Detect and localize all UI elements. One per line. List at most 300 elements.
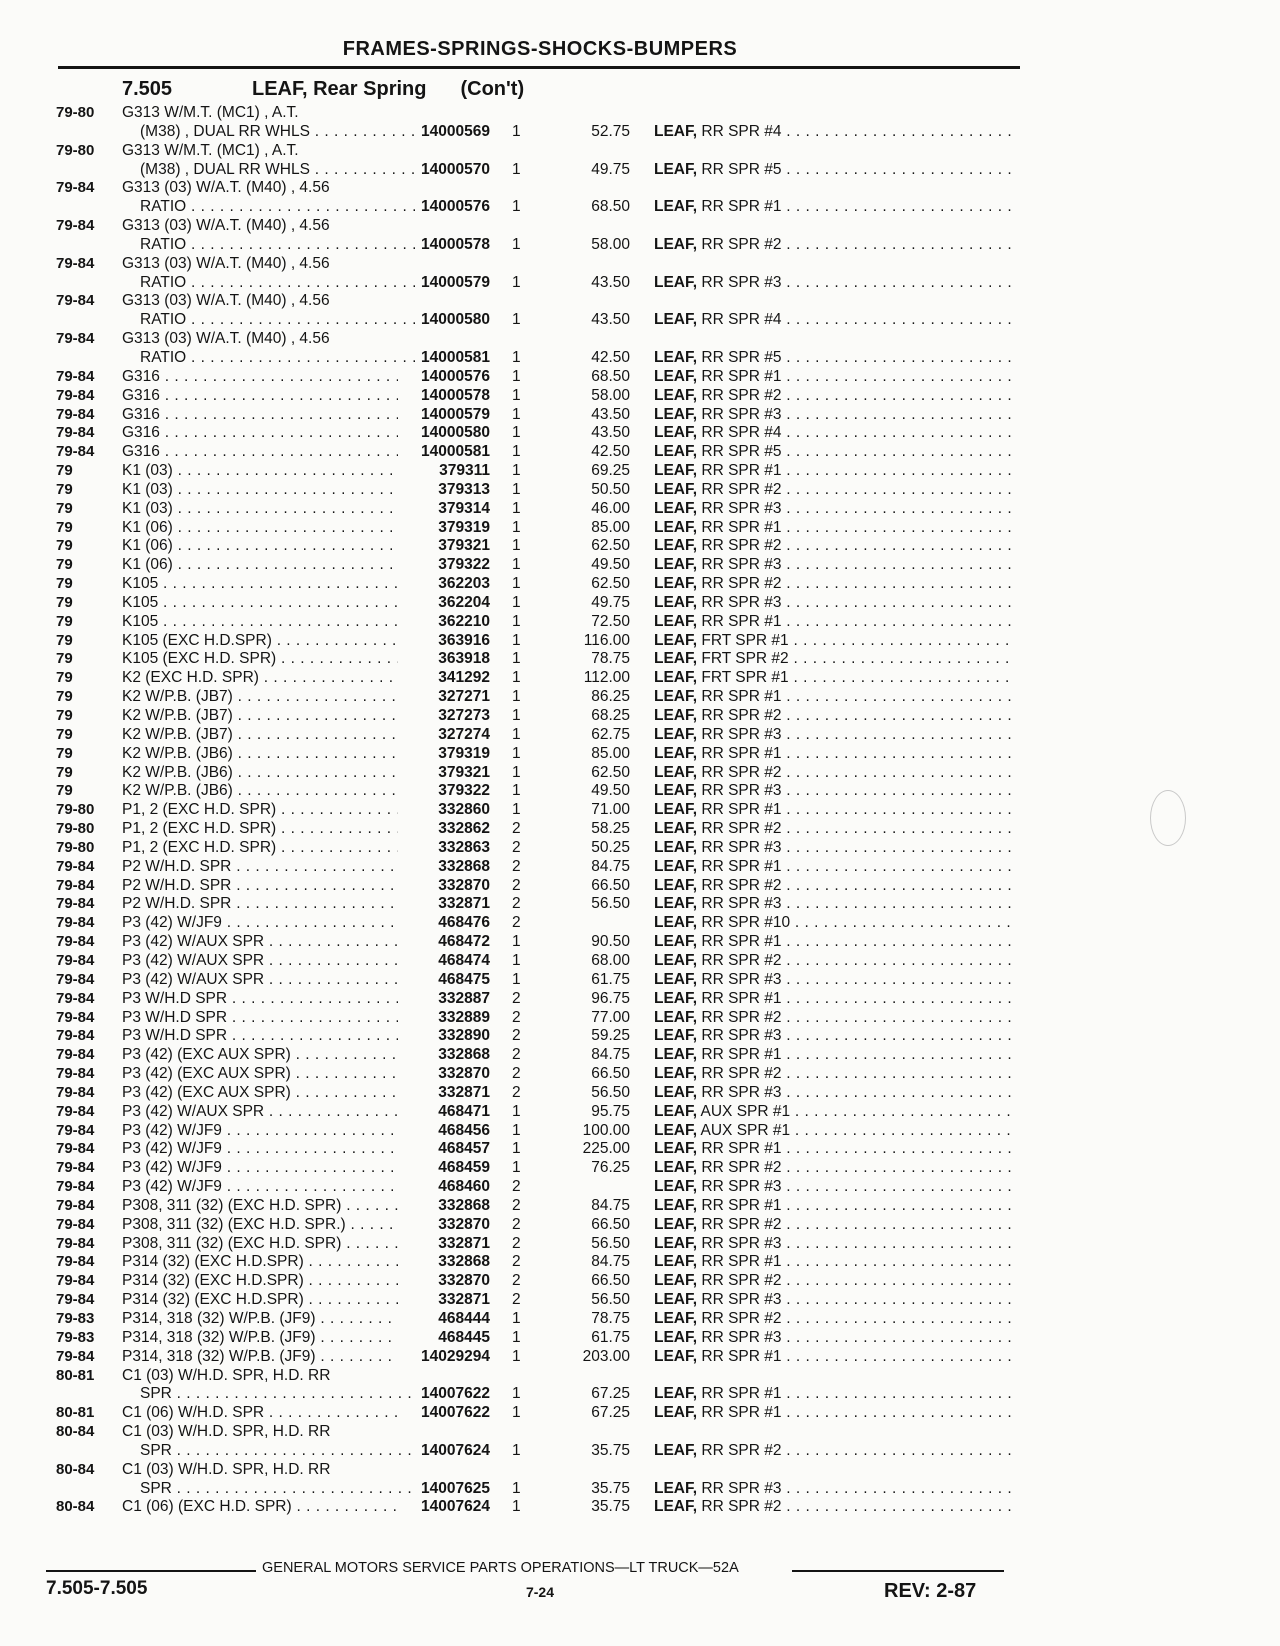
description: K1 (06) . . . bbox=[122, 556, 398, 575]
part-name-detail: RR SPR #2 bbox=[701, 876, 782, 894]
part-name-detail: RR SPR #3 bbox=[701, 1291, 782, 1309]
part-name-detail: RR SPR #1 bbox=[701, 198, 782, 216]
part-name-prefix: LEAF, bbox=[654, 405, 698, 423]
model-year: 79 bbox=[56, 462, 73, 480]
quantity: 2 bbox=[512, 1272, 521, 1290]
footer-publisher: GENERAL MOTORS SERVICE PARTS OPERATIONS—LT TRUCK—52A bbox=[262, 1560, 739, 1576]
model-year: 79 bbox=[56, 669, 73, 687]
price: 62.50 bbox=[591, 763, 630, 781]
table-row bbox=[0, 1367, 1280, 1386]
part-name bbox=[654, 198, 1014, 217]
table-row bbox=[0, 1291, 1280, 1310]
part-number: 332870 bbox=[438, 1215, 490, 1233]
quantity: 1 bbox=[512, 1441, 521, 1459]
part-name bbox=[654, 1065, 1014, 1084]
table-row bbox=[0, 349, 1280, 368]
part-number: 379321 bbox=[438, 537, 490, 555]
price: 56.50 bbox=[591, 1291, 630, 1309]
table-row bbox=[0, 1253, 1280, 1272]
part-number: 332870 bbox=[438, 1065, 490, 1083]
description: P314, 318 (32) W/P.B. (JF9) . . . bbox=[122, 1329, 398, 1348]
model-year: 79-84 bbox=[56, 405, 95, 423]
part-name-prefix: LEAF, bbox=[654, 122, 698, 140]
section-heading bbox=[122, 78, 524, 101]
table-row bbox=[0, 1498, 1280, 1517]
price: 68.50 bbox=[591, 198, 630, 216]
quantity: 1 bbox=[512, 707, 521, 724]
part-name-prefix: LEAF, bbox=[654, 1178, 698, 1196]
price: 49.50 bbox=[591, 556, 630, 574]
description: G313 (03) W/A.T. (M40) , 4.56 bbox=[122, 179, 330, 197]
part-name-detail: RR SPR #1 bbox=[701, 612, 782, 630]
model-year: 79 bbox=[56, 782, 73, 800]
description: C1 (06) W/H.D. SPR . . . bbox=[122, 1404, 398, 1423]
part-name bbox=[654, 688, 1014, 707]
model-year: 79-80 bbox=[56, 141, 95, 159]
table-row bbox=[0, 971, 1280, 990]
description: P3 (42) W/AUX SPR . . . bbox=[122, 1103, 398, 1122]
model-year: 79-84 bbox=[56, 1196, 95, 1214]
part-name-detail: RR SPR #1 bbox=[701, 933, 782, 951]
table-row bbox=[0, 1009, 1280, 1028]
part-number: 332870 bbox=[438, 1272, 490, 1290]
quantity: 1 bbox=[512, 970, 521, 988]
table-row bbox=[0, 594, 1280, 613]
part-name-prefix: LEAF, bbox=[654, 1347, 698, 1365]
part-number: 14000578 bbox=[421, 235, 490, 253]
part-name-prefix: LEAF, bbox=[654, 273, 698, 291]
part-name-prefix: LEAF, bbox=[654, 782, 698, 800]
model-year: 79-84 bbox=[56, 1008, 95, 1026]
model-year: 79 bbox=[56, 518, 73, 536]
table-row bbox=[0, 292, 1280, 311]
part-name-prefix: LEAF, bbox=[654, 1159, 698, 1177]
model-year: 79 bbox=[56, 499, 73, 517]
table-row bbox=[0, 688, 1280, 707]
price: 62.50 bbox=[591, 575, 630, 593]
part-name-prefix: LEAF, bbox=[654, 1291, 698, 1309]
model-year: 79-84 bbox=[56, 1159, 95, 1177]
price: 66.50 bbox=[591, 1272, 630, 1290]
part-name bbox=[654, 1404, 1014, 1423]
description: K2 W/P.B. (JB7) . . . bbox=[122, 707, 398, 726]
part-name-prefix: LEAF, bbox=[654, 462, 698, 480]
price: 68.50 bbox=[591, 367, 630, 385]
quantity: 1 bbox=[512, 1347, 521, 1365]
quantity: 1 bbox=[512, 782, 521, 800]
description: P3 (42) (EXC AUX SPR) . . . bbox=[122, 1084, 398, 1103]
part-number: 14000579 bbox=[421, 273, 490, 291]
model-year: 79-84 bbox=[56, 1065, 95, 1083]
quantity: 1 bbox=[512, 518, 521, 536]
price: 50.25 bbox=[591, 838, 630, 856]
part-name-prefix: LEAF, bbox=[654, 970, 698, 988]
description: P3 (42) W/JF9 . . . bbox=[122, 914, 398, 933]
part-name-detail: RR SPR #5 bbox=[701, 160, 782, 178]
table-row bbox=[0, 764, 1280, 783]
price: 90.50 bbox=[591, 933, 630, 951]
price: 225.00 bbox=[582, 1140, 630, 1158]
part-number: 332862 bbox=[438, 820, 490, 838]
description: RATIO . . . bbox=[140, 198, 416, 217]
description: P1, 2 (EXC H.D. SPR) . . . bbox=[122, 839, 398, 858]
section-continued: (Con't) bbox=[460, 78, 525, 100]
part-name-prefix: LEAF, bbox=[654, 612, 698, 630]
part-name bbox=[654, 462, 1014, 481]
part-name bbox=[654, 745, 1014, 764]
table-row bbox=[0, 1404, 1280, 1423]
part-name-detail: RR SPR #2 bbox=[701, 1159, 782, 1177]
quantity: 1 bbox=[512, 688, 521, 706]
part-name bbox=[654, 990, 1014, 1009]
part-name-prefix: LEAF, bbox=[654, 1272, 698, 1290]
part-name-detail: RR SPR #2 bbox=[701, 820, 782, 838]
part-name bbox=[654, 500, 1014, 519]
price: 84.75 bbox=[591, 857, 630, 875]
table-row bbox=[0, 519, 1280, 538]
part-name-prefix: LEAF, bbox=[654, 348, 698, 366]
price: 85.00 bbox=[591, 744, 630, 762]
description: K105 . . . bbox=[122, 613, 398, 632]
part-name-detail: RR SPR #1 bbox=[701, 1347, 782, 1365]
model-year: 79 bbox=[56, 688, 73, 706]
model-year: 79 bbox=[56, 763, 73, 781]
price: 62.50 bbox=[591, 537, 630, 555]
section-name: LEAF, Rear Spring bbox=[252, 78, 427, 100]
table-row bbox=[0, 406, 1280, 425]
description: C1 (03) W/H.D. SPR, H.D. RR bbox=[122, 1460, 331, 1478]
price: 86.25 bbox=[591, 688, 630, 706]
part-name-prefix: LEAF, bbox=[654, 857, 698, 875]
part-name bbox=[654, 971, 1014, 990]
part-number: 14000580 bbox=[421, 424, 490, 442]
part-name-prefix: LEAF, bbox=[654, 951, 698, 969]
part-name bbox=[654, 782, 1014, 801]
part-number: 379313 bbox=[438, 480, 490, 498]
part-name-prefix: LEAF, bbox=[654, 235, 698, 253]
model-year: 79-84 bbox=[56, 1027, 95, 1045]
quantity: 1 bbox=[512, 1328, 521, 1346]
part-name-prefix: LEAF, bbox=[654, 1215, 698, 1233]
part-name-prefix: LEAF, bbox=[654, 593, 698, 611]
quantity: 1 bbox=[512, 556, 521, 574]
description: K105 (EXC H.D. SPR) . . . bbox=[122, 650, 398, 669]
model-year: 79-84 bbox=[56, 217, 95, 235]
table-row bbox=[0, 1065, 1280, 1084]
description: K1 (03) . . . bbox=[122, 462, 398, 481]
part-name bbox=[654, 1253, 1014, 1272]
part-name-prefix: LEAF, bbox=[654, 1385, 698, 1403]
part-name bbox=[654, 613, 1014, 632]
table-row bbox=[0, 613, 1280, 632]
price: 35.75 bbox=[591, 1498, 630, 1516]
table-row bbox=[0, 255, 1280, 274]
part-name bbox=[654, 575, 1014, 594]
table-row bbox=[0, 1103, 1280, 1122]
part-name-prefix: LEAF, bbox=[654, 1404, 698, 1422]
part-name-prefix: LEAF, bbox=[654, 763, 698, 781]
description: P308, 311 (32) (EXC H.D. SPR) . . . bbox=[122, 1197, 398, 1216]
description: P314 (32) (EXC H.D.SPR) . . . bbox=[122, 1253, 398, 1272]
part-number: 332890 bbox=[438, 1027, 490, 1045]
price: 100.00 bbox=[582, 1121, 630, 1139]
part-name bbox=[654, 952, 1014, 971]
model-year: 79-84 bbox=[56, 1347, 95, 1365]
part-name-prefix: LEAF, bbox=[654, 744, 698, 762]
part-name-prefix: LEAF, bbox=[654, 575, 698, 593]
table-row bbox=[0, 462, 1280, 481]
price: 68.00 bbox=[591, 951, 630, 969]
description: P2 W/H.D. SPR . . . bbox=[122, 895, 398, 914]
model-year: 79-84 bbox=[56, 857, 95, 875]
part-name-prefix: LEAF, bbox=[654, 895, 698, 913]
part-number: 362203 bbox=[438, 575, 490, 593]
table-row bbox=[0, 161, 1280, 180]
part-number: 468460 bbox=[438, 1178, 490, 1196]
parts-list bbox=[0, 104, 1280, 1517]
quantity: 1 bbox=[512, 725, 521, 743]
description: C1 (03) W/H.D. SPR, H.D. RR bbox=[122, 1366, 331, 1384]
part-number: 332868 bbox=[438, 857, 490, 875]
quantity: 1 bbox=[512, 122, 521, 140]
table-row bbox=[0, 1442, 1280, 1461]
price: 43.50 bbox=[591, 405, 630, 423]
part-name-prefix: LEAF, bbox=[654, 631, 698, 649]
part-name-detail: RR SPR #1 bbox=[701, 1253, 782, 1271]
scan-artifact-circle bbox=[1150, 790, 1186, 846]
part-number: 14000576 bbox=[421, 198, 490, 216]
model-year: 79-84 bbox=[56, 989, 95, 1007]
model-year: 79-83 bbox=[56, 1328, 95, 1346]
part-number: 363918 bbox=[438, 650, 490, 668]
part-number: 332871 bbox=[438, 1083, 490, 1101]
quantity: 2 bbox=[512, 1196, 521, 1214]
quantity: 1 bbox=[512, 1159, 521, 1177]
price: 61.75 bbox=[591, 1328, 630, 1346]
part-name-detail: RR SPR #1 bbox=[701, 857, 782, 875]
description: (M38) , DUAL RR WHLS . . . bbox=[140, 123, 416, 142]
part-number: 468444 bbox=[438, 1310, 490, 1327]
part-name-prefix: LEAF, bbox=[654, 311, 698, 329]
part-name-prefix: LEAF, bbox=[654, 688, 698, 706]
quantity: 1 bbox=[512, 1385, 521, 1403]
quantity: 1 bbox=[512, 386, 521, 404]
model-year: 79-80 bbox=[56, 820, 95, 838]
part-name-prefix: LEAF, bbox=[654, 1310, 698, 1327]
part-name-prefix: LEAF, bbox=[654, 1196, 698, 1214]
part-name-detail: RR SPR #2 bbox=[701, 235, 782, 253]
quantity: 2 bbox=[512, 1291, 521, 1309]
part-name bbox=[654, 1027, 1014, 1046]
part-name bbox=[654, 1442, 1014, 1461]
part-number: 14000581 bbox=[421, 443, 490, 461]
price: 43.50 bbox=[591, 311, 630, 329]
part-number: 468474 bbox=[438, 951, 490, 969]
model-year: 79-84 bbox=[56, 1083, 95, 1101]
quantity: 1 bbox=[512, 537, 521, 555]
part-name bbox=[654, 1122, 1014, 1141]
part-name bbox=[654, 368, 1014, 387]
part-name bbox=[654, 877, 1014, 896]
table-row bbox=[0, 330, 1280, 349]
quantity: 1 bbox=[512, 499, 521, 517]
model-year: 79-84 bbox=[56, 179, 95, 197]
model-year: 79-84 bbox=[56, 970, 95, 988]
part-number: 468475 bbox=[438, 970, 490, 988]
description: P3 (42) (EXC AUX SPR) . . . bbox=[122, 1065, 398, 1084]
model-year: 79-84 bbox=[56, 1234, 95, 1252]
part-number: 468459 bbox=[438, 1159, 490, 1177]
part-name-detail: FRT SPR #1 bbox=[701, 631, 789, 649]
table-row bbox=[0, 311, 1280, 330]
part-name bbox=[654, 650, 1014, 669]
quantity: 1 bbox=[512, 1102, 521, 1120]
part-name bbox=[654, 123, 1014, 142]
price: 112.00 bbox=[583, 669, 630, 687]
table-row bbox=[0, 745, 1280, 764]
part-name bbox=[654, 858, 1014, 877]
model-year: 79-84 bbox=[56, 914, 95, 932]
part-name-prefix: LEAF, bbox=[654, 669, 698, 687]
part-name-prefix: LEAF, bbox=[654, 480, 698, 498]
quantity: 2 bbox=[512, 1008, 521, 1026]
quantity: 2 bbox=[512, 820, 521, 838]
part-name-prefix: LEAF, bbox=[654, 1328, 698, 1346]
part-name-detail: RR SPR #2 bbox=[701, 1008, 782, 1026]
price: 42.50 bbox=[591, 443, 630, 461]
table-row bbox=[0, 820, 1280, 839]
part-name-prefix: LEAF, bbox=[654, 1102, 698, 1120]
part-name bbox=[654, 1291, 1014, 1310]
quantity: 1 bbox=[512, 273, 521, 291]
part-number: 379314 bbox=[438, 499, 490, 517]
part-name bbox=[654, 1197, 1014, 1216]
quantity: 1 bbox=[512, 933, 521, 951]
model-year: 79-84 bbox=[56, 1215, 95, 1233]
table-row bbox=[0, 990, 1280, 1009]
model-year: 79-84 bbox=[56, 330, 95, 348]
model-year: 79 bbox=[56, 537, 73, 555]
part-name-prefix: LEAF, bbox=[654, 1083, 698, 1101]
part-number: 362210 bbox=[438, 612, 490, 630]
quantity: 2 bbox=[512, 1065, 521, 1083]
table-row bbox=[0, 387, 1280, 406]
model-year: 80-81 bbox=[56, 1366, 95, 1384]
price: 84.75 bbox=[591, 1196, 630, 1214]
part-name-detail: RR SPR #1 bbox=[701, 367, 782, 385]
part-number: 14000579 bbox=[421, 405, 490, 423]
part-name-detail: RR SPR #2 bbox=[701, 537, 782, 555]
part-name-detail: RR SPR #1 bbox=[701, 801, 782, 819]
description: K1 (03) . . . bbox=[122, 500, 398, 519]
description: SPR . . . bbox=[140, 1385, 416, 1404]
part-name bbox=[654, 839, 1014, 858]
price: 35.75 bbox=[591, 1441, 630, 1459]
description: (M38) , DUAL RR WHLS . . . bbox=[140, 161, 416, 180]
part-name bbox=[654, 1498, 1014, 1517]
part-name bbox=[654, 406, 1014, 425]
part-name-detail: RR SPR #3 bbox=[701, 1178, 782, 1196]
price: 50.50 bbox=[591, 480, 630, 498]
table-row bbox=[0, 443, 1280, 462]
table-row bbox=[0, 858, 1280, 877]
price: 116.00 bbox=[583, 631, 630, 649]
price: 43.50 bbox=[591, 273, 630, 291]
table-row bbox=[0, 726, 1280, 745]
part-name bbox=[654, 1009, 1014, 1028]
part-name-detail: RR SPR #3 bbox=[701, 273, 782, 291]
description: K2 W/P.B. (JB6) . . . bbox=[122, 764, 398, 783]
part-name-detail: RR SPR #1 bbox=[701, 462, 782, 480]
part-name bbox=[654, 1159, 1014, 1178]
part-name-detail: RR SPR #2 bbox=[701, 575, 782, 593]
part-number: 468471 bbox=[438, 1102, 490, 1120]
quantity: 1 bbox=[512, 951, 521, 969]
model-year: 79-80 bbox=[56, 801, 95, 819]
quantity: 2 bbox=[512, 857, 521, 875]
table-row bbox=[0, 1348, 1280, 1367]
table-row bbox=[0, 650, 1280, 669]
part-name bbox=[654, 1272, 1014, 1291]
part-name bbox=[654, 1310, 1014, 1329]
table-row bbox=[0, 1329, 1280, 1348]
description: G313 W/M.T. (MC1) , A.T. bbox=[122, 104, 299, 121]
table-row bbox=[0, 877, 1280, 896]
part-name-prefix: LEAF, bbox=[654, 424, 698, 442]
part-name bbox=[654, 161, 1014, 180]
price: 203.00 bbox=[582, 1347, 630, 1365]
price: 66.50 bbox=[591, 1065, 630, 1083]
table-row bbox=[0, 1385, 1280, 1404]
part-name bbox=[654, 594, 1014, 613]
model-year: 79 bbox=[56, 593, 73, 611]
quantity: 1 bbox=[512, 480, 521, 498]
description: P3 W/H.D SPR . . . bbox=[122, 1009, 398, 1028]
model-year: 79-84 bbox=[56, 1253, 95, 1271]
part-number: 14007624 bbox=[421, 1498, 490, 1516]
quantity: 1 bbox=[512, 631, 521, 649]
part-name bbox=[654, 274, 1014, 293]
part-number: 332871 bbox=[438, 1234, 490, 1252]
part-name-detail: RR SPR #1 bbox=[701, 1385, 782, 1403]
part-number: 332871 bbox=[438, 895, 490, 913]
model-year: 79-84 bbox=[56, 367, 95, 385]
part-name-detail: RR SPR #2 bbox=[701, 951, 782, 969]
part-number: 362204 bbox=[438, 593, 490, 611]
table-row bbox=[0, 556, 1280, 575]
price: 49.75 bbox=[591, 593, 630, 611]
model-year: 79 bbox=[56, 575, 73, 593]
model-year: 79-84 bbox=[56, 254, 95, 272]
quantity: 2 bbox=[512, 1027, 521, 1045]
part-name-prefix: LEAF, bbox=[654, 367, 698, 385]
quantity: 1 bbox=[512, 405, 521, 423]
price: 72.50 bbox=[591, 612, 630, 630]
quantity: 1 bbox=[512, 1404, 521, 1422]
part-name bbox=[654, 1329, 1014, 1348]
table-row bbox=[0, 1310, 1280, 1329]
price: 42.50 bbox=[591, 348, 630, 366]
description: K1 (06) . . . bbox=[122, 537, 398, 556]
part-number: 379319 bbox=[438, 744, 490, 762]
part-name-prefix: LEAF, bbox=[654, 725, 698, 743]
table-row bbox=[0, 537, 1280, 556]
table-row bbox=[0, 179, 1280, 198]
part-number: 379319 bbox=[438, 518, 490, 536]
footer-rule-left bbox=[46, 1570, 256, 1572]
part-name-detail: RR SPR #1 bbox=[701, 989, 782, 1007]
part-name-prefix: LEAF, bbox=[654, 1046, 698, 1064]
